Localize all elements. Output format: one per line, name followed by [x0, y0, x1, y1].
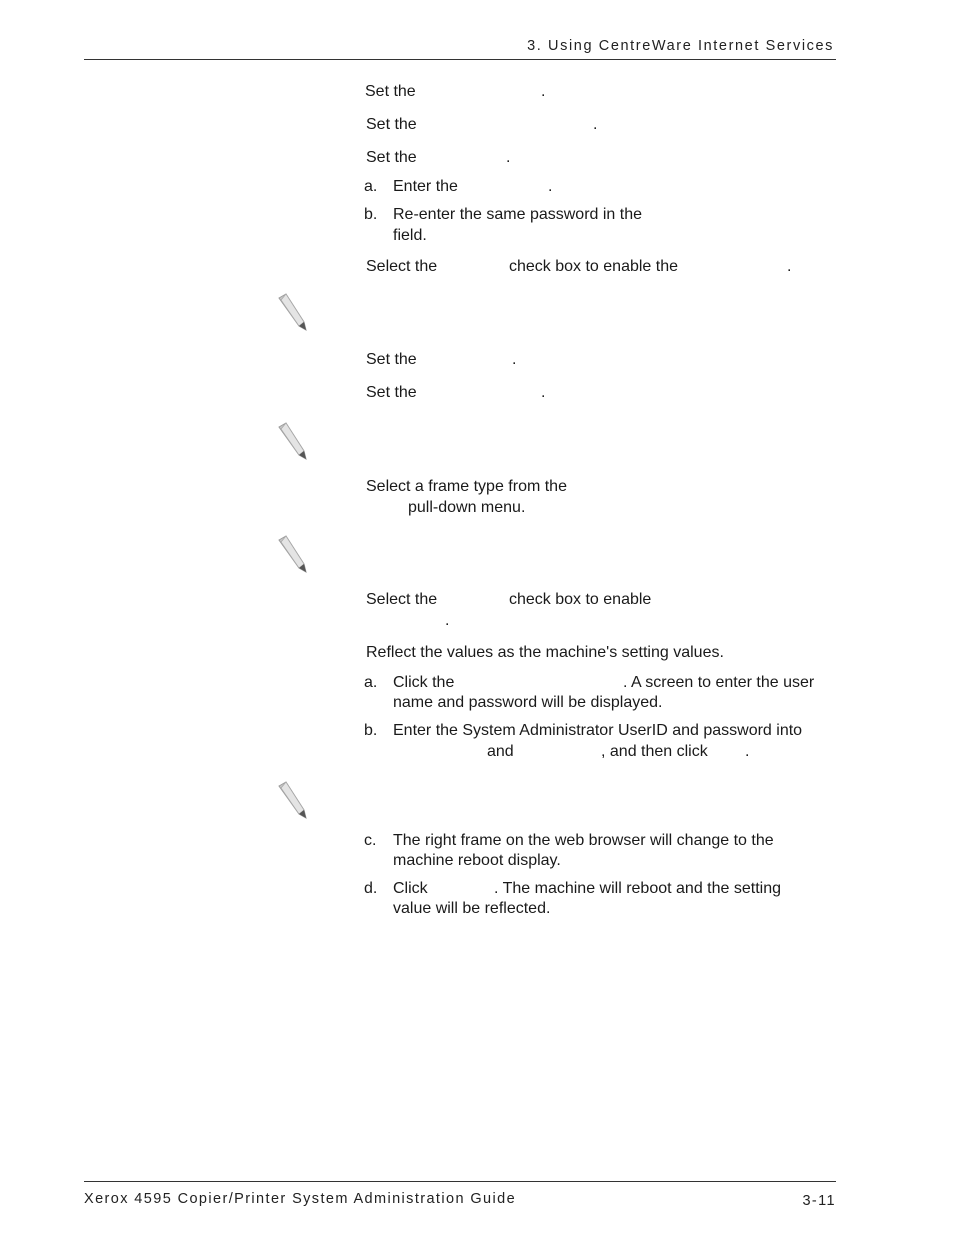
- substep-a-trail: .: [548, 178, 553, 195]
- header-rule: [84, 59, 836, 60]
- footer-guide-title: Xerox 4595 Copier/Printer System Administration Guide: [84, 1191, 517, 1207]
- note-pencil-icon: [276, 534, 312, 574]
- substep-marker: c.: [364, 832, 377, 849]
- substep-marker: d.: [364, 880, 378, 897]
- note-pencil-icon: [276, 780, 312, 820]
- reflect-b-tail: , and then click: [601, 743, 708, 760]
- running-header: 3. Using CentreWare Internet Services: [527, 38, 834, 54]
- step-select-2-trail: .: [445, 612, 450, 629]
- substep-b-line1: Re-enter the same password in the: [393, 206, 643, 223]
- substep-marker: b.: [364, 722, 378, 739]
- step-select-1-lead: Select the: [366, 258, 438, 275]
- reflect-d-line2: value will be reflected.: [393, 900, 551, 917]
- reflect-c-line2: machine reboot display.: [393, 852, 561, 869]
- reflect-b-trail: .: [745, 743, 750, 760]
- reflect-b-and: and: [487, 743, 514, 760]
- reflect-c-line1: The right frame on the web browser will change to the: [393, 832, 774, 849]
- step-set-2-trail: .: [593, 116, 598, 133]
- step-set-3-trail: .: [506, 149, 511, 166]
- substep-marker: a.: [364, 178, 378, 195]
- step-frame-line2: pull-down menu.: [408, 499, 526, 516]
- step-set-4-lead: Set the: [366, 351, 417, 368]
- step-set-5-lead: Set the: [366, 384, 417, 401]
- reflect-a-lead: Click the: [393, 674, 455, 691]
- footer-rule: [84, 1181, 836, 1182]
- reflect-b-line1: Enter the System Administrator UserID and password into: [393, 722, 803, 739]
- step-select-2-mid: check box to enable: [509, 591, 652, 608]
- step-set-1-trail: .: [541, 83, 546, 100]
- reflect-d-lead: Click: [393, 880, 428, 897]
- substep-marker: a.: [364, 674, 378, 691]
- step-frame-line1: Select a frame type from the: [366, 478, 567, 495]
- step-set-4-trail: .: [512, 351, 517, 368]
- substep-a-lead: Enter the: [393, 178, 458, 195]
- step-select-1-trail: .: [787, 258, 792, 275]
- step-set-1-lead: Set the: [365, 83, 416, 100]
- step-set-5-trail: .: [541, 384, 546, 401]
- step-select-1-mid: check box to enable the: [509, 258, 679, 275]
- note-pencil-icon: [276, 292, 312, 332]
- step-reflect: Reflect the values as the machine's setting values.: [366, 644, 724, 661]
- reflect-a-tail: . A screen to enter the user: [623, 674, 815, 691]
- reflect-d-tail: . The machine will reboot and the setting: [494, 880, 781, 897]
- substep-marker: b.: [364, 206, 378, 223]
- step-set-3-lead: Set the: [366, 149, 417, 166]
- note-pencil-icon: [276, 421, 312, 461]
- page-number: 3-11: [802, 1193, 836, 1209]
- reflect-a-line2: name and password will be displayed.: [393, 694, 663, 711]
- step-set-2-lead: Set the: [366, 116, 417, 133]
- step-select-2-lead: Select the: [366, 591, 438, 608]
- substep-b-line2: field.: [393, 227, 427, 244]
